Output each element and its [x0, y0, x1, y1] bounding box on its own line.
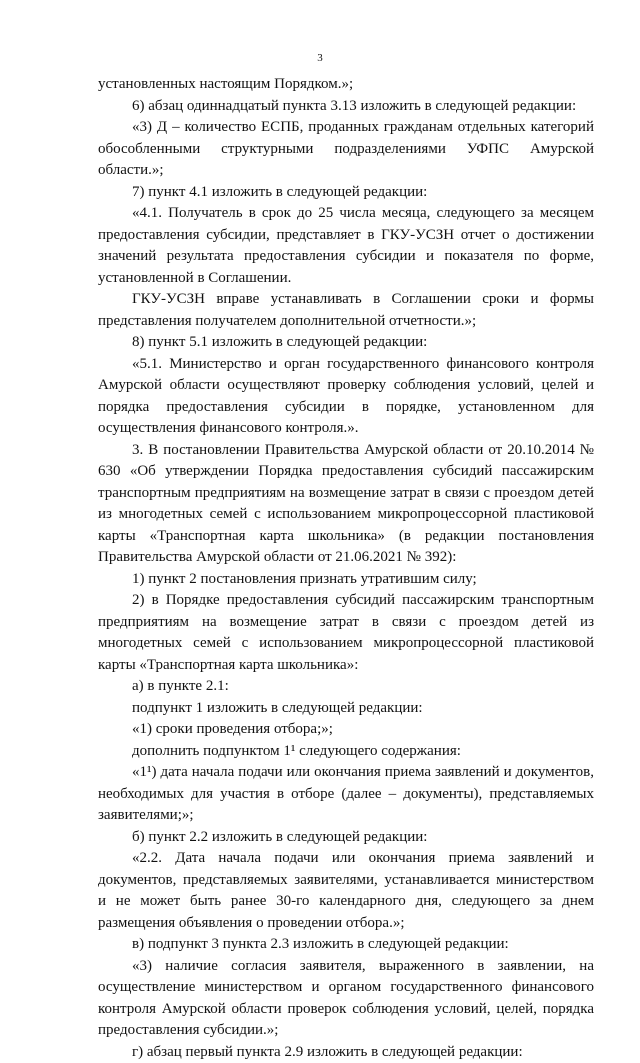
paragraph-16: «1¹) дата начала подачи или окончания приема заявлений и документов, необходимых для участия в отборе (далее – документы), представляемых заявителями;»;: [98, 762, 594, 827]
paragraph-13: подпункт 1 изложить в следующей редакции:: [98, 698, 594, 720]
paragraph-9: 3. В постановлении Правительства Амурской области от 20.10.2014 № 630 «Об утверждении Порядка предоставления субсидий пассажирским транспортным предприятиям на возмещение затрат в связи с проездом детей из многодетных семей с использованием микропроцессорной пластиковой карты «Транспортная карта школьника» (в редакции постановления Правительства Амурской области от 21.06.2021 № 392):: [98, 440, 594, 569]
paragraph-18: «2.2. Дата начала подачи или окончания приема заявлений и документов, представляемых заявителями, устанавливается министерством и не может быть ранее 30-го календарного дня, следующего за днем размещения объявления о проведении отбора.»;: [98, 848, 594, 934]
paragraph-3: «3) Д – количество ЕСПБ, проданных гражданам отдельных категорий обособленными структурными подразделениями УФПС Амурской области.»;: [98, 117, 594, 182]
paragraph-12: а) в пункте 2.1:: [98, 676, 594, 698]
paragraph-7: 8) пункт 5.1 изложить в следующей редакции:: [98, 332, 594, 354]
paragraph-15: дополнить подпунктом 1¹ следующего содержания:: [98, 741, 594, 763]
paragraph-6: ГКУ-УСЗН вправе устанавливать в Соглашении сроки и формы представления получателем дополнительной отчетности.»;: [98, 289, 594, 332]
paragraph-14: «1) сроки проведения отбора;»;: [98, 719, 594, 741]
paragraph-10: 1) пункт 2 постановления признать утратившим силу;: [98, 569, 594, 591]
document-body: [98, 74, 594, 1063]
paragraph-1: установленных настоящим Порядком.»;: [98, 74, 594, 96]
paragraph-4: 7) пункт 4.1 изложить в следующей редакции:: [98, 182, 594, 204]
paragraph-2: 6) абзац одиннадцатый пункта 3.13 изложить в следующей редакции:: [98, 96, 594, 118]
paragraph-19: в) подпункт 3 пункта 2.3 изложить в следующей редакции:: [98, 934, 594, 956]
paragraph-5: «4.1. Получатель в срок до 25 числа месяца, следующего за месяцем предоставления субсидии, представляет в ГКУ-УСЗН отчет о достижении значений результата предоставления субсидии и показателя по форме, установленной в Соглашении.: [98, 203, 594, 289]
paragraph-21: г) абзац первый пункта 2.9 изложить в следующей редакции:: [98, 1042, 594, 1063]
paragraph-17: б) пункт 2.2 изложить в следующей редакции:: [98, 827, 594, 849]
paragraph-11: 2) в Порядке предоставления субсидий пассажирским транспортным предприятиям на возмещение затрат в связи с проездом детей из многодетных семей с использованием микропроцессорной пластиковой карты «Транспортная карта школьника»:: [98, 590, 594, 676]
paragraph-8: «5.1. Министерство и орган государственного финансового контроля Амурской области осуществляют проверку соблюдения условий, целей и порядка предоставления субсидии в порядке, установленном для осуществления финансового контроля.».: [98, 354, 594, 440]
page-number: 3: [0, 52, 640, 64]
paragraph-20: «3) наличие согласия заявителя, выраженного в заявлении, на осуществление министерством и органом государственного финансового контроля Амурской области проверок соблюдения условий, целей, порядка предоставления субсидии.»;: [98, 956, 594, 1042]
